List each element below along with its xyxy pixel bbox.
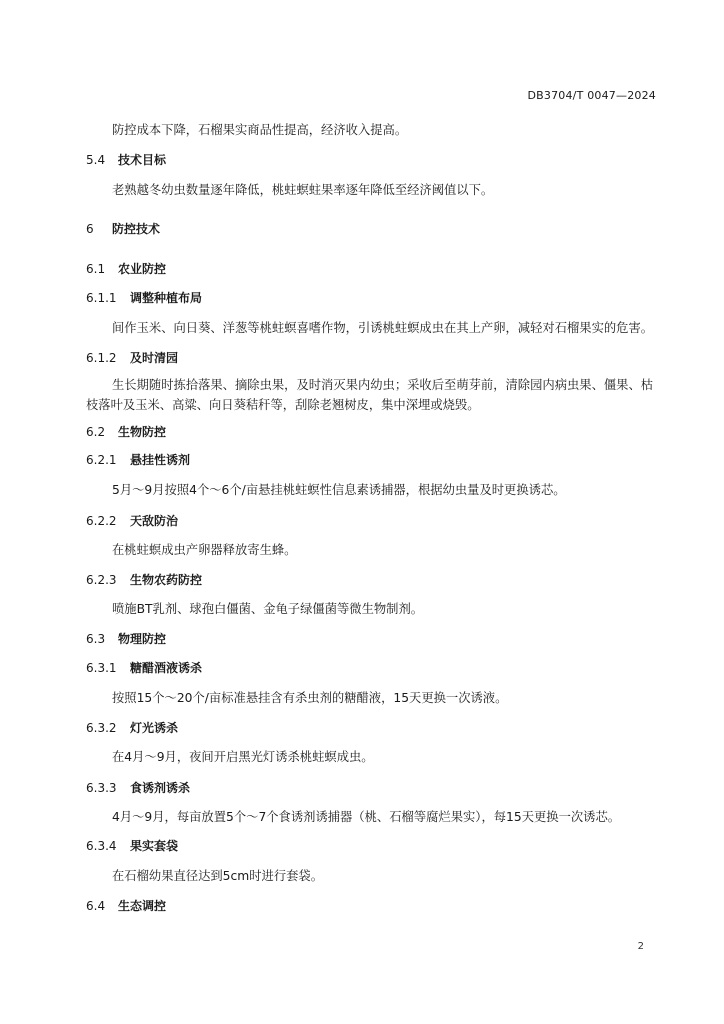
paragraph-text: 间作玉米、向日葵、洋葱等桃蛀螟喜嗜作物，引诱桃蛀螟成虫在其上产卵，减轻对石榴果实的危害。 bbox=[112, 321, 654, 335]
section-title: 食诱剂诱杀 bbox=[130, 781, 191, 795]
section-number: 6.1.2 bbox=[86, 351, 117, 365]
section-number: 6 bbox=[86, 222, 94, 236]
section-title: 果实套袋 bbox=[130, 839, 179, 853]
paragraph bbox=[86, 180, 660, 200]
paragraph bbox=[86, 120, 660, 140]
section-title: 生态调控 bbox=[118, 899, 167, 913]
paragraph bbox=[86, 747, 660, 767]
paragraph bbox=[86, 866, 660, 886]
section-title: 生物农药防控 bbox=[130, 573, 203, 587]
section-heading bbox=[86, 719, 178, 736]
paragraph bbox=[86, 599, 660, 619]
section-number: 6.3.4 bbox=[86, 839, 117, 853]
paragraph bbox=[86, 807, 660, 827]
section-heading bbox=[86, 630, 166, 647]
section-title: 农业防控 bbox=[118, 262, 167, 276]
section-number: 6.3.3 bbox=[86, 781, 117, 795]
document-code: DB3704/T 0047—2024 bbox=[527, 89, 656, 102]
section-heading bbox=[86, 837, 178, 854]
paragraph bbox=[86, 318, 660, 338]
paragraph-text: 在石榴幼果直径达到5cm时进行套袋。 bbox=[112, 869, 324, 883]
section-title: 防控技术 bbox=[112, 222, 161, 236]
paragraph bbox=[86, 688, 660, 708]
section-heading bbox=[86, 512, 178, 529]
section-heading bbox=[86, 289, 202, 306]
section-number: 5.4 bbox=[86, 153, 106, 167]
section-title: 糖醋酒液诱杀 bbox=[130, 661, 203, 675]
paragraph-text: 生长期随时拣拾落果、摘除虫果，及时消灭果内幼虫；采收后至萌芽前，清除园内病虫果、僵果、枯枝落叶及玉米、高粱、向日葵秸秆等，刮除老翘树皮，集中深埋或烧毁。 bbox=[86, 378, 654, 412]
paragraph bbox=[86, 540, 660, 560]
section-number: 6.2.2 bbox=[86, 514, 117, 528]
section-number: 6.2 bbox=[86, 425, 106, 439]
section-title: 生物防控 bbox=[118, 425, 167, 439]
section-heading bbox=[86, 260, 166, 277]
section-heading bbox=[86, 779, 190, 796]
section-number: 6.2.3 bbox=[86, 573, 117, 587]
section-number: 6.2.1 bbox=[86, 453, 117, 467]
paragraph-text: 按照15个～20个/亩标准悬挂含有杀虫剂的糖醋液，15天更换一次诱液。 bbox=[112, 691, 508, 705]
section-title: 调整种植布局 bbox=[130, 291, 203, 305]
section-number: 6.3.2 bbox=[86, 721, 117, 735]
section-title: 悬挂性诱剂 bbox=[130, 453, 191, 467]
paragraph-text: 在4月～9月，夜间开启黑光灯诱杀桃蛀螟成虫。 bbox=[112, 750, 374, 764]
paragraph-text: 4月～9月，每亩放置5个～7个食诱剂诱捕器（桃、石榴等腐烂果实），每15天更换一次诱芯。 bbox=[112, 810, 621, 824]
section-heading bbox=[86, 423, 166, 440]
section-heading bbox=[86, 897, 166, 914]
section-heading bbox=[86, 451, 190, 468]
section-heading bbox=[86, 659, 202, 676]
section-title: 物理防控 bbox=[118, 632, 167, 646]
section-number: 6.3.1 bbox=[86, 661, 117, 675]
section-title: 及时清园 bbox=[130, 351, 179, 365]
section-title: 天敌防治 bbox=[130, 514, 179, 528]
paragraph bbox=[86, 375, 660, 415]
section-number: 6.1 bbox=[86, 262, 106, 276]
paragraph-text: 老熟越冬幼虫数量逐年降低，桃蛀螟蛀果率逐年降低至经济阈值以下。 bbox=[112, 183, 494, 197]
section-heading bbox=[86, 349, 178, 366]
section-heading bbox=[86, 571, 202, 588]
section-heading bbox=[86, 151, 166, 168]
section-title: 技术目标 bbox=[118, 153, 167, 167]
page-number: 2 bbox=[637, 941, 644, 952]
paragraph-text: 在桃蛀螟成虫产卵器释放寄生蜂。 bbox=[112, 543, 297, 557]
section-heading bbox=[86, 220, 160, 237]
section-number: 6.1.1 bbox=[86, 291, 117, 305]
paragraph-text: 防控成本下降，石榴果实商品性提高，经济收入提高。 bbox=[112, 123, 408, 137]
section-number: 6.3 bbox=[86, 632, 106, 646]
paragraph-text: 5月～9月按照4个～6个/亩悬挂桃蛀螟性信息素诱捕器，根据幼虫量及时更换诱芯。 bbox=[112, 483, 566, 497]
paragraph-text: 喷施BT乳剂、球孢白僵菌、金龟子绿僵菌等微生物制剂。 bbox=[112, 602, 424, 616]
section-title: 灯光诱杀 bbox=[130, 721, 179, 735]
section-number: 6.4 bbox=[86, 899, 106, 913]
paragraph bbox=[86, 480, 660, 500]
